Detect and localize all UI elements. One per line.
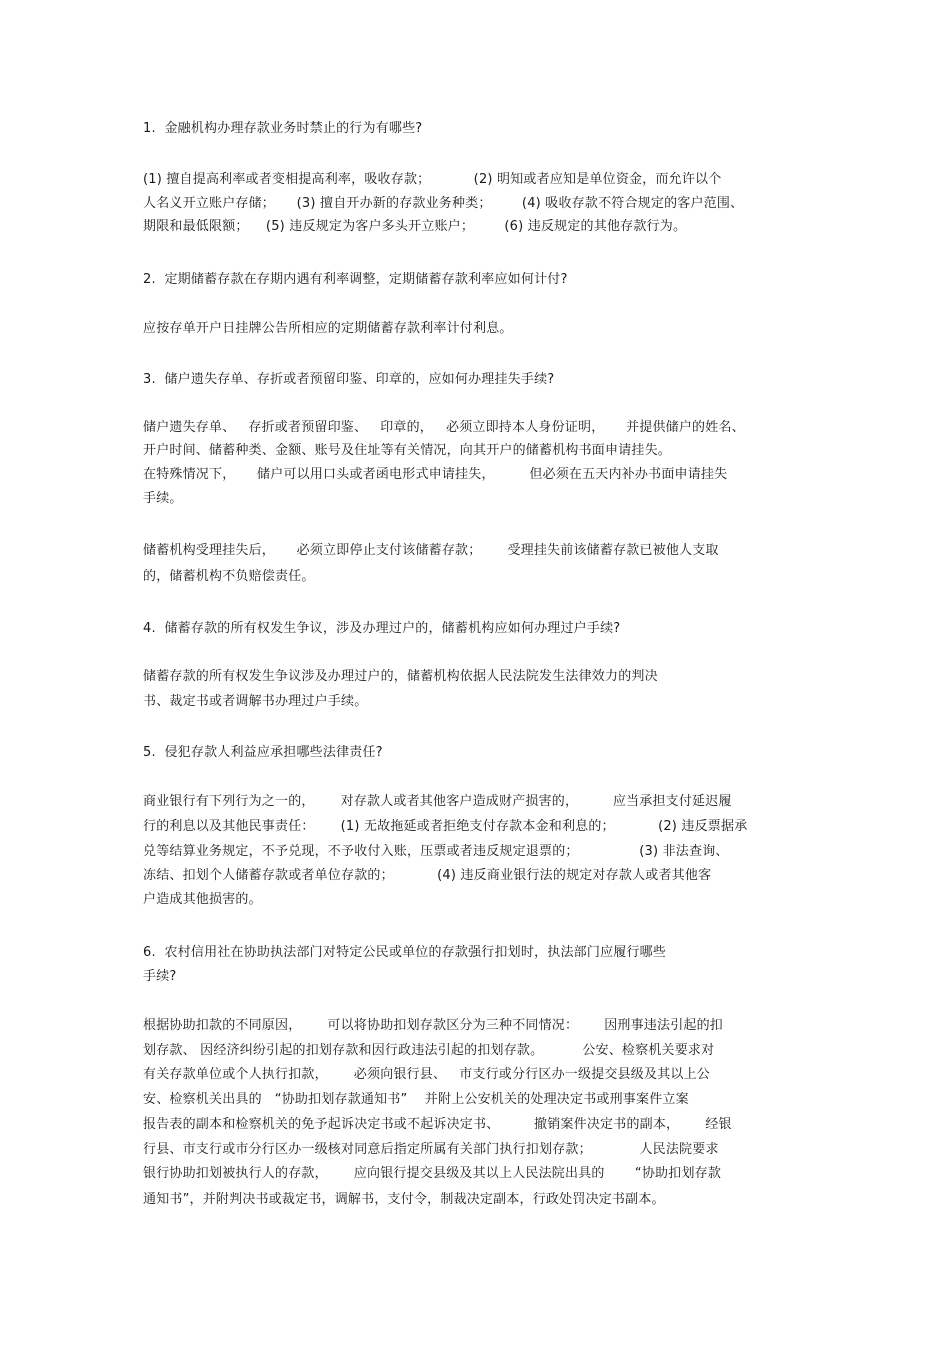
question-2: 2. 定期储蓄存款在存期内遇有利率调整，定期储蓄存款利率应如何计付?	[143, 272, 568, 287]
answer-3b-line-2: 的，储蓄机构不负赔偿责任。	[143, 569, 315, 584]
question-3: 3. 储户遗失存单、存折或者预留印鉴、印章的，应如何办理挂失手续?	[143, 372, 555, 387]
answer-3-line-4: 手续。	[143, 491, 183, 506]
answer-5-line-1: 商业银行有下列行为之一的， 对存款人或者其他客户造成财产损害的， 应当承担支付延迟履	[143, 794, 732, 809]
answer-6-line-7: 银行协助扣划被执行人的存款， 应向银行提交县级及其以上人民法院出具的 “协助扣划存款	[143, 1166, 722, 1181]
question-5: 5. 侵犯存款人利益应承担哪些法律责任?	[143, 745, 383, 760]
answer-6-line-3: 有关存款单位或个人执行扣款， 必须向银行县、 市支行或分行区办一级提交县级及其以上公	[143, 1067, 710, 1082]
answer-6-line-8: 通知书”，并附判决书或裁定书，调解书，支付令，制裁决定副本，行政处罚决定书副本。	[143, 1192, 665, 1207]
question-4: 4. 储蓄存款的所有权发生争议，涉及办理过户的，储蓄机构应如何办理过户手续?	[143, 621, 621, 636]
question-6-line-1: 6. 农村信用社在协助执法部门对特定公民或单位的存款强行扣划时，执法部门应履行哪些	[143, 945, 667, 960]
answer-3-line-3: 在特殊情况下， 储户可以用口头或者函电形式申请挂失， 但必须在五天内补办书面申请挂失	[143, 467, 728, 482]
answer-5-line-5: 户造成其他损害的。	[143, 892, 262, 907]
answer-3-line-2: 开户时间、储蓄种类、金额、账号及住址等有关情况，向其开户的储蓄机构书面申请挂失。	[143, 443, 672, 458]
answer-4-line-2: 书、裁定书或者调解书办理过户手续。	[143, 694, 368, 709]
answer-5-line-4: 冻结、扣划个人储蓄存款或者单位存款的； (4) 违反商业银行法的规定对存款人或者其他客	[143, 868, 712, 883]
answer-1-line-2: 人名义开立账户存储； (3) 擅自开办新的存款业务种类； (4) 吸收存款不符合规定的客户范围、	[143, 196, 744, 211]
answer-5-line-2: 行的利息以及其他民事责任： (1) 无故拖延或者拒绝支付存款本金和利息的； (2) 违反票据承	[143, 819, 748, 834]
answer-1-line-1: (1) 擅自提高利率或者变相提高利率，吸收存款； (2) 明知或者应知是单位资金，而允许以个	[143, 172, 722, 187]
answer-6-line-6: 行县、市支行或市分行区办一级核对同意后指定所属有关部门执行扣划存款； 人民法院要求	[143, 1142, 719, 1157]
question-1: 1. 金融机构办理存款业务时禁止的行为有哪些?	[143, 121, 423, 136]
answer-6-line-4: 安、检察机关出具的 “协助扣划存款通知书” 并附上公安机关的处理决定书或刑事案件立案	[143, 1092, 689, 1107]
answer-6-line-1: 根据协助扣款的不同原因， 可以将协助扣划存款区分为三种不同情况： 因刑事违法引起的扣	[143, 1018, 723, 1033]
answer-6-line-2: 划存款、 因经济纠纷引起的扣划存款和因行政违法引起的扣划存款。 公安、检察机关要求对	[143, 1043, 715, 1058]
answer-4-line-1: 储蓄存款的所有权发生争议涉及办理过户的，储蓄机构依据人民法院发生法律效力的判决	[143, 669, 658, 684]
question-6-line-2: 手续?	[143, 969, 177, 984]
answer-3-line-1: 储户遗失存单、 存折或者预留印鉴、 印章的， 必须立即持本人身份证明， 并提供储户的姓名、	[143, 420, 745, 435]
answer-2-line-1: 应按存单开户日挂牌公告所相应的定期储蓄存款利率计付利息。	[143, 321, 513, 336]
answer-3b-line-1: 储蓄机构受理挂失后， 必须立即停止支付该储蓄存款； 受理挂失前该储蓄存款已被他人支取	[143, 543, 719, 558]
answer-1-line-3: 期限和最低限额； (5) 违反规定为客户多头开立账户； (6) 违反规定的其他存款行为。	[143, 219, 687, 234]
answer-6-line-5: 报告表的副本和检察机关的免予起诉决定书或不起诉决定书、 撤销案件决定书的副本， 经银	[143, 1117, 732, 1132]
answer-5-line-3: 兑等结算业务规定，不予兑现，不予收付入账，压票或者违反规定退票的； (3) 非法查询、	[143, 844, 729, 859]
